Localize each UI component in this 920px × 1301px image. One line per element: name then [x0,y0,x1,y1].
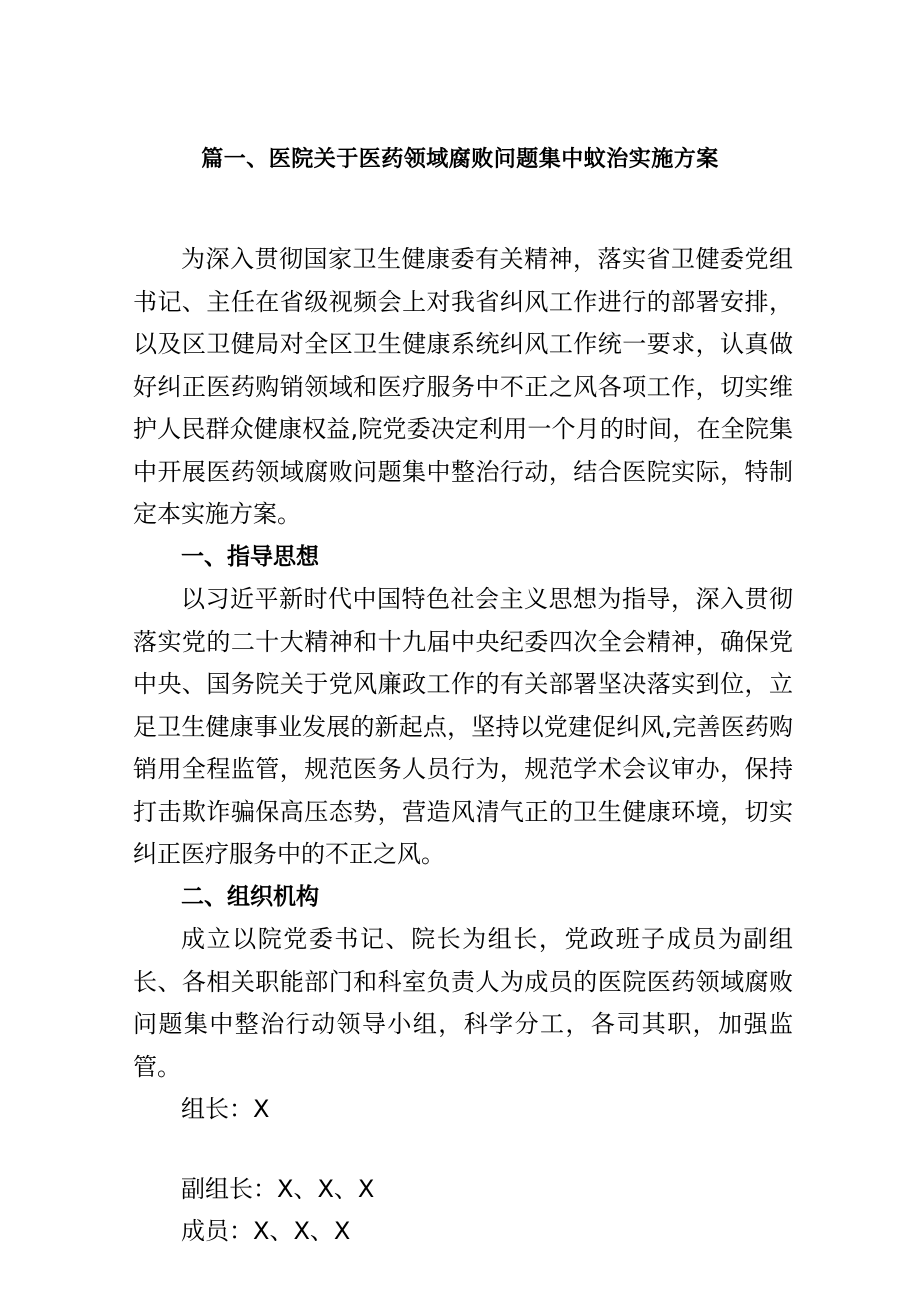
section-1-heading: 一、指导思想 [181,543,319,570]
intro-paragraph: 为深入贯彻国家卫生健康委有关精神，落实省卫健委党组书记、主任在省级视频会上对我省纠风工作进行的部署安排，以及区卫健局对全区卫生健康系统纠风工作统一要求，认真做好纠正医药购销领域和医疗服务中不正之风各项工作，切实维护人民群众健康权益,院党委决定利用一个月的时间，在全院集中开展医药领域腐败问题集中整治行动，结合医院实际，特制定本实施方案。 [133,245,793,528]
document-title: 篇一、医院关于医药领域腐败问题集中蚊治实施方案 [201,147,719,172]
deputy-leader-line: 副组长：X、X、X [181,1174,375,1203]
section-2-heading: 二、组织机构 [181,883,319,910]
document-body [133,238,793,1253]
group-leader-line: 组长：X [181,1095,270,1123]
spacer [133,1131,793,1168]
section-1-paragraph: 以习近平新时代中国特色社会主义思想为指导，深入贯彻落实党的二十大精神和十九届中央纪委四次全会精神，确保党中央、国务院关于党风廉政工作的有关部署坚决落实到位，立足卫生健康事业发展的新起点，坚持以党建促纠风,完善医药购销用全程监管，规范医务人员行为，规范学术会议审办，保持打击欺诈骗保高压态势，营造风清气正的卫生健康环境，切实纠正医疗服务中的不正之风。 [133,585,793,868]
members-line: 成员：X、X、X [181,1217,351,1245]
section-2-paragraph: 成立以院党委书记、院长为组长，党政班子成员为副组长、各相关职能部门和科室负责人为成员的医院医药领域腐败问题集中整治行动领导小组，科学分工，各司其职，加强监管。 [133,925,793,1081]
